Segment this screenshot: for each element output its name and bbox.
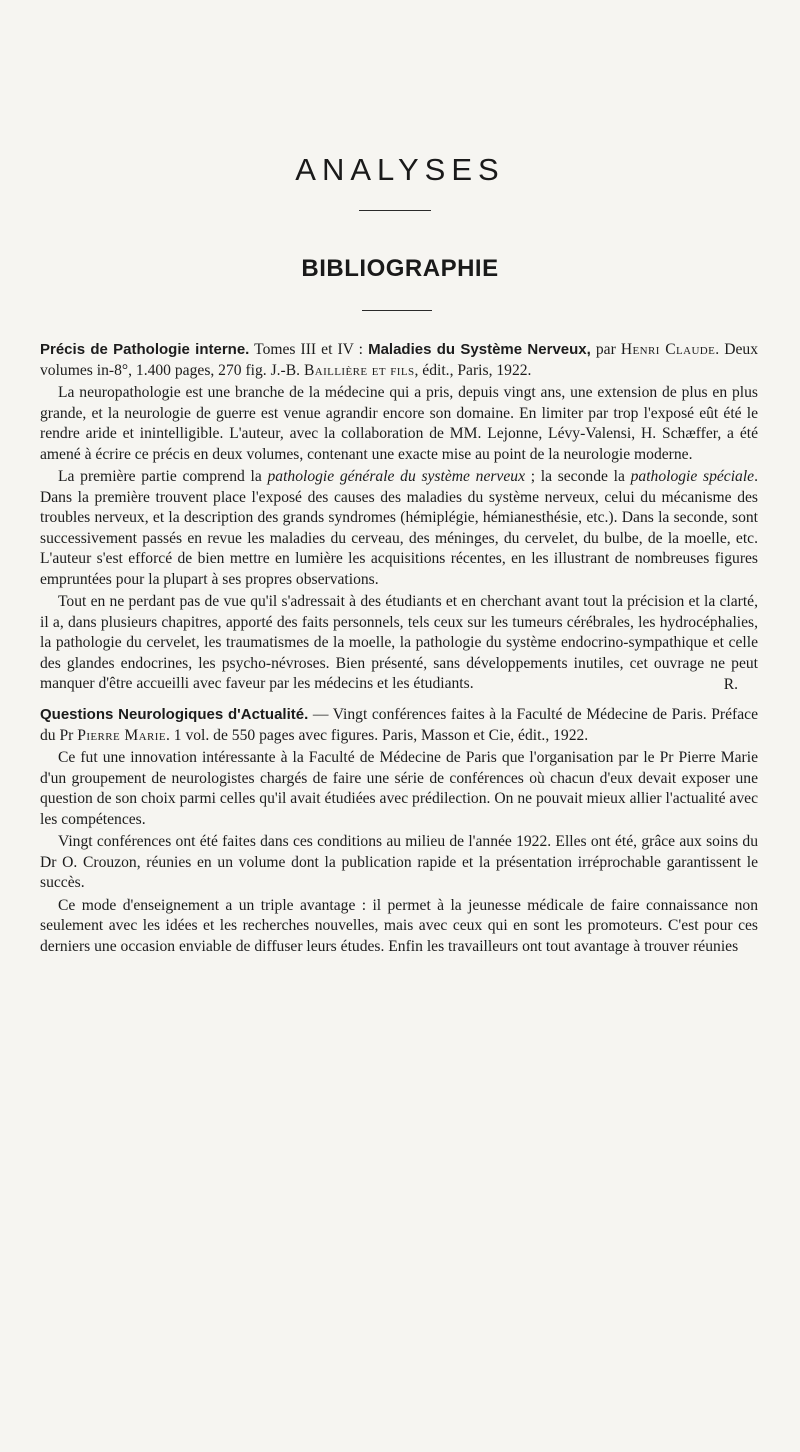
review-entry (40, 340, 758, 695)
entry-separator (40, 695, 758, 705)
book-title: Questions Neurologiques d'Actualité. (40, 706, 309, 723)
review-paragraph: Ce mode d'enseignement a un triple avantage : il permet à la jeunesse médicale de faire connaissance non seulement avec les idées et les recherches nouvelles, mais avec ceux qui en sont les promoteurs. C'est pour ces derniers une occasion enviable de diffuser leurs études. Enfin les travailleurs ont tout avantage à trouver réunies (40, 896, 758, 955)
heading-text: . 1 vol. de 550 pages avec figures. Paris, Masson et Cie, édit., 1922. (165, 726, 589, 744)
review-paragraph: La neuropathologie est une branche de la médecine qui a pris, depuis vingt ans, une extension de plus en plus grande, et la neurologie de guerre est venue agrandir encore son domaine. En limiter par trop l'exposé eût été le rendre aride et inintelligible. L'auteur, avec la collaboration de MM. Lejonne, Lévy-Valensi, H. Schæffer, a été amené à écrire ce précis en deux volumes, contenant une exacte mise au point de la neurologie moderne. (40, 384, 758, 463)
author-name: Pierre Marie (77, 726, 166, 744)
subtitle-rule (362, 310, 432, 311)
review-paragraph: Tout en ne perdant pas de vue qu'il s'adressait à des étudiants et en cherchant avant tout la précision et la clarté, il a, dans plusieurs chapitres, apporté des faits personnels, tels ceux sur les tumeurs cérébrales, les hydrocéphalies, la pathologie du cervelet, les traumatismes de la moelle, la pathologie du système endocrino-sympathique et celle des glandes endocrines, les psycho-névroses. Bien présenté, sans développements inutiles, cet ouvrage ne peut manquer d'être accueilli avec faveur par les médecins et les étudiants. (40, 593, 758, 692)
book-subtitle: Maladies du Système Nerveux, (368, 341, 591, 358)
publisher-name: Baillière et fils (303, 361, 415, 379)
paragraph-text: ; la seconde la (525, 468, 631, 485)
reviewer-signature: R. (723, 675, 738, 693)
heading-text: Tomes III et IV : (249, 341, 369, 358)
entry-heading (40, 705, 758, 746)
heading-text: par (590, 341, 621, 358)
author-name: Henri Claude (620, 341, 716, 358)
book-title: Précis de Pathologie interne. (40, 341, 250, 358)
review-paragraph: Vingt conférences ont été faites dans ces conditions au milieu de l'année 1922. Elles ont été, grâce aux soins du Dr O. Crouzon, réunies en un volume dont la publication rapide et la présentation irréprochable garantissent le succès. (40, 833, 758, 891)
review-entry (40, 705, 758, 957)
paragraph-text: La première partie comprend la (58, 468, 268, 485)
italic-term: pathologie générale du système nerveux (267, 468, 525, 485)
document-body (40, 340, 758, 957)
section-subtitle: BIBLIOGRAPHIE (301, 255, 499, 282)
review-paragraph (40, 467, 758, 590)
title-rule (359, 210, 431, 211)
paragraph-text: . Dans la première trouvent place l'exposé des causes des maladies du système nerveux, celui du mécanisme des troubles nerveux, et la description des grands syndromes (hémiplégie, hémianesthésie, etc.). Dans la seconde, sont successivement passés en revue les maladies du cerveau, des méninges, du cervelet, du bulbe, de la moelle, etc. L'auteur s'est efforcé de bien mettre en lumière les acquisitions récentes, en les illustrant de nombreuses figures empruntées pour la plupart à ses propres observations. (40, 468, 758, 588)
section-title: ANALYSES (295, 152, 505, 187)
heading-text: — Vingt conférences faites à la Faculté de Médecine de Paris. Préface du Pr (40, 706, 759, 744)
heading-text: , édit., Paris, 1922. (414, 361, 532, 379)
heading-text: . Deux volumes in-8°, 1.400 pages, 270 fig. J.-B. (40, 341, 759, 379)
review-paragraph: Ce fut une innovation intéressante à la Faculté de Médecine de Paris que l'organisation par le Pr Pierre Marie d'un groupement de neurologistes chargés de faire une série de conférences où chacun d'eux devait exposer une question de son choix parmi celles qu'il avait étudiées avec prédilection. On ne pouvait mieux allier l'actualité avec les compétences. (40, 749, 758, 828)
italic-term: pathologie spéciale (630, 468, 755, 485)
entry-heading (40, 340, 758, 381)
